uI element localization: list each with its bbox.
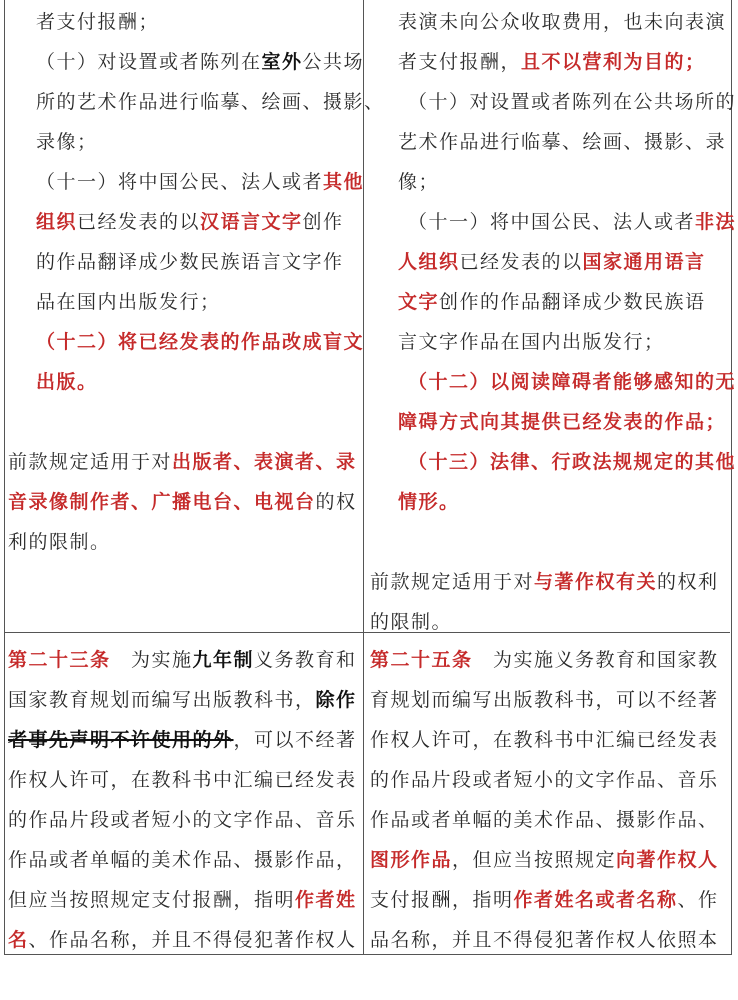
text-line <box>8 640 356 680</box>
highlight-text: 非法 <box>695 211 737 233</box>
bold-text: 室外 <box>261 51 303 73</box>
spacer <box>8 402 356 442</box>
text-line <box>8 362 356 402</box>
text-line <box>8 680 356 720</box>
text-line <box>370 680 722 720</box>
text: （十）对设置或者陈列在公共场所的 <box>408 91 737 113</box>
bold-text: 除作 <box>315 689 357 711</box>
text: （十一）将中国公民、法人或者 <box>36 171 324 193</box>
text: 言文字作品在国内出版发行； <box>398 331 665 353</box>
bold-text: 九年制 <box>192 649 255 671</box>
text-line <box>8 2 356 42</box>
text: ，但应当按照规定 <box>452 849 617 871</box>
highlight-text: （十三）法律、行政法规规定的其他 <box>408 451 737 473</box>
text-line <box>370 800 722 840</box>
text-line <box>8 242 356 282</box>
text: 作权人许可，在教科书中汇编已经发表 <box>8 769 357 791</box>
text: 创作 <box>302 211 344 233</box>
text: 作权人许可，在教科书中汇编已经发表 <box>370 729 719 751</box>
text-line <box>8 720 356 760</box>
text: 已经发表的以 <box>459 251 583 273</box>
text-line <box>8 800 356 840</box>
text-line <box>370 760 722 800</box>
text-line <box>370 640 722 680</box>
highlight-text: 作者姓 <box>295 889 357 911</box>
text: 像； <box>398 171 440 193</box>
text-line <box>370 282 722 322</box>
highlight-text: 出版。 <box>36 371 98 393</box>
text: 为实施 <box>110 649 193 671</box>
column-divider <box>363 0 364 954</box>
article-number: 第二十五条 <box>370 649 473 671</box>
highlight-text: 障碍方式向其提供已经发表的作品； <box>398 411 727 433</box>
text: 艺术作品进行临摹、绘画、摄影、录 <box>398 131 727 153</box>
text: 育规划而编写出版教科书，可以不经著 <box>370 689 719 711</box>
text: 录像； <box>36 131 98 153</box>
text: 利的限制。 <box>8 531 111 553</box>
highlight-text: 其他 <box>323 171 365 193</box>
text-line <box>370 322 722 362</box>
right-bottom-cell <box>370 640 722 960</box>
highlight-text: 作者姓名或者名称 <box>513 889 678 911</box>
text: 者支付报酬， <box>398 51 522 73</box>
text: 的权利 <box>657 571 719 593</box>
text-line <box>8 322 365 362</box>
text: 的作品翻译成少数民族语言文字作 <box>36 251 344 273</box>
text: 前款规定适用于对 <box>370 571 535 593</box>
text: 者支付报酬； <box>36 11 160 33</box>
text-line <box>8 162 365 202</box>
text: 国家教育规划而编写出版教科书， <box>8 689 316 711</box>
highlight-text: （十二）以阅读障碍者能够感知的无 <box>408 371 737 393</box>
text: 但应当按照规定支付报酬，指明 <box>8 889 296 911</box>
highlight-text: 组织 <box>36 211 78 233</box>
text-line <box>370 42 722 82</box>
text: 创作的作品翻译成少数民族语 <box>439 291 706 313</box>
text-line <box>370 362 737 402</box>
text: ，可以不经著 <box>233 729 357 751</box>
highlight-text: 且不以营利为目的； <box>521 51 706 73</box>
text: 作品或者单幅的美术作品、摄影作品， <box>8 849 357 871</box>
left-top-cell <box>8 2 385 562</box>
text-line <box>8 82 385 122</box>
text-line <box>370 202 737 242</box>
text: 公共场 <box>302 51 365 73</box>
text: 的作品片段或者短小的文字作品、音乐 <box>8 809 357 831</box>
text: 品在国内出版发行； <box>36 291 221 313</box>
article-number: 第二十三条 <box>8 649 111 671</box>
text: 支付报酬，指明 <box>370 889 514 911</box>
text-line <box>8 122 356 162</box>
left-bottom-cell <box>8 640 356 960</box>
text-line <box>8 880 356 920</box>
text: 前款规定适用于对 <box>8 451 173 473</box>
text-line <box>370 2 727 42</box>
text-line <box>370 82 737 122</box>
text-line <box>370 602 722 642</box>
text-line <box>8 42 365 82</box>
text-line <box>370 482 722 522</box>
text-line <box>8 920 356 960</box>
text: 作品或者单幅的美术作品、摄影作品、 <box>370 809 719 831</box>
text-line <box>370 880 722 920</box>
text: 、作品名称，并且不得侵犯著作权人 <box>28 929 357 951</box>
text: 已经发表的以 <box>77 211 201 233</box>
text: 所的艺术作品进行临摹、绘画、摄影、 <box>36 91 385 113</box>
text: 为实施义务教育和国家教 <box>472 649 719 671</box>
text-line <box>8 282 356 322</box>
highlight-text: 出版者、表演者、录 <box>172 451 357 473</box>
highlight-text: 汉语言文字 <box>200 211 303 233</box>
text: （十一）将中国公民、法人或者 <box>408 211 696 233</box>
text: （十）对设置或者陈列在 <box>36 51 262 73</box>
highlight-text: 文字 <box>398 291 440 313</box>
text-line <box>370 720 722 760</box>
text: 义务教育和 <box>254 649 357 671</box>
text: 的权 <box>315 491 357 513</box>
highlight-text: 与著作权有关 <box>534 571 658 593</box>
text-line <box>8 442 356 482</box>
text-line <box>370 402 727 442</box>
text: 品名称，并且不得侵犯著作权人依照本 <box>370 929 719 951</box>
text-line <box>8 760 356 800</box>
highlight-text: 国家通用语言 <box>582 251 706 273</box>
text: 的作品片段或者短小的文字作品、音乐 <box>370 769 719 791</box>
text-line <box>370 920 722 960</box>
highlight-text: 向著作权人 <box>616 849 719 871</box>
highlight-text: 图形作品 <box>370 849 453 871</box>
text-line <box>370 562 722 602</box>
text-line <box>8 840 356 880</box>
text-line <box>370 122 727 162</box>
highlight-text: （十二）将已经发表的作品改成盲文 <box>36 331 365 353</box>
struck-text: 者事先声明不许使用的外 <box>8 729 234 751</box>
right-top-cell <box>370 2 737 642</box>
text-line <box>8 522 356 562</box>
highlight-text: 名 <box>8 929 29 951</box>
text-line <box>8 202 356 242</box>
text-line <box>370 840 722 880</box>
spacer <box>370 522 722 562</box>
text-line <box>370 442 737 482</box>
highlight-text: 情形。 <box>398 491 460 513</box>
text: 、作 <box>677 889 719 911</box>
text-line <box>370 242 722 282</box>
highlight-text: 音录像制作者、广播电台、电视台 <box>8 491 316 513</box>
text: 的限制。 <box>370 611 453 633</box>
text: 表演未向公众收取费用，也未向表演 <box>398 11 727 33</box>
text-line <box>370 162 722 202</box>
text-line <box>8 482 356 522</box>
highlight-text: 人组织 <box>398 251 460 273</box>
